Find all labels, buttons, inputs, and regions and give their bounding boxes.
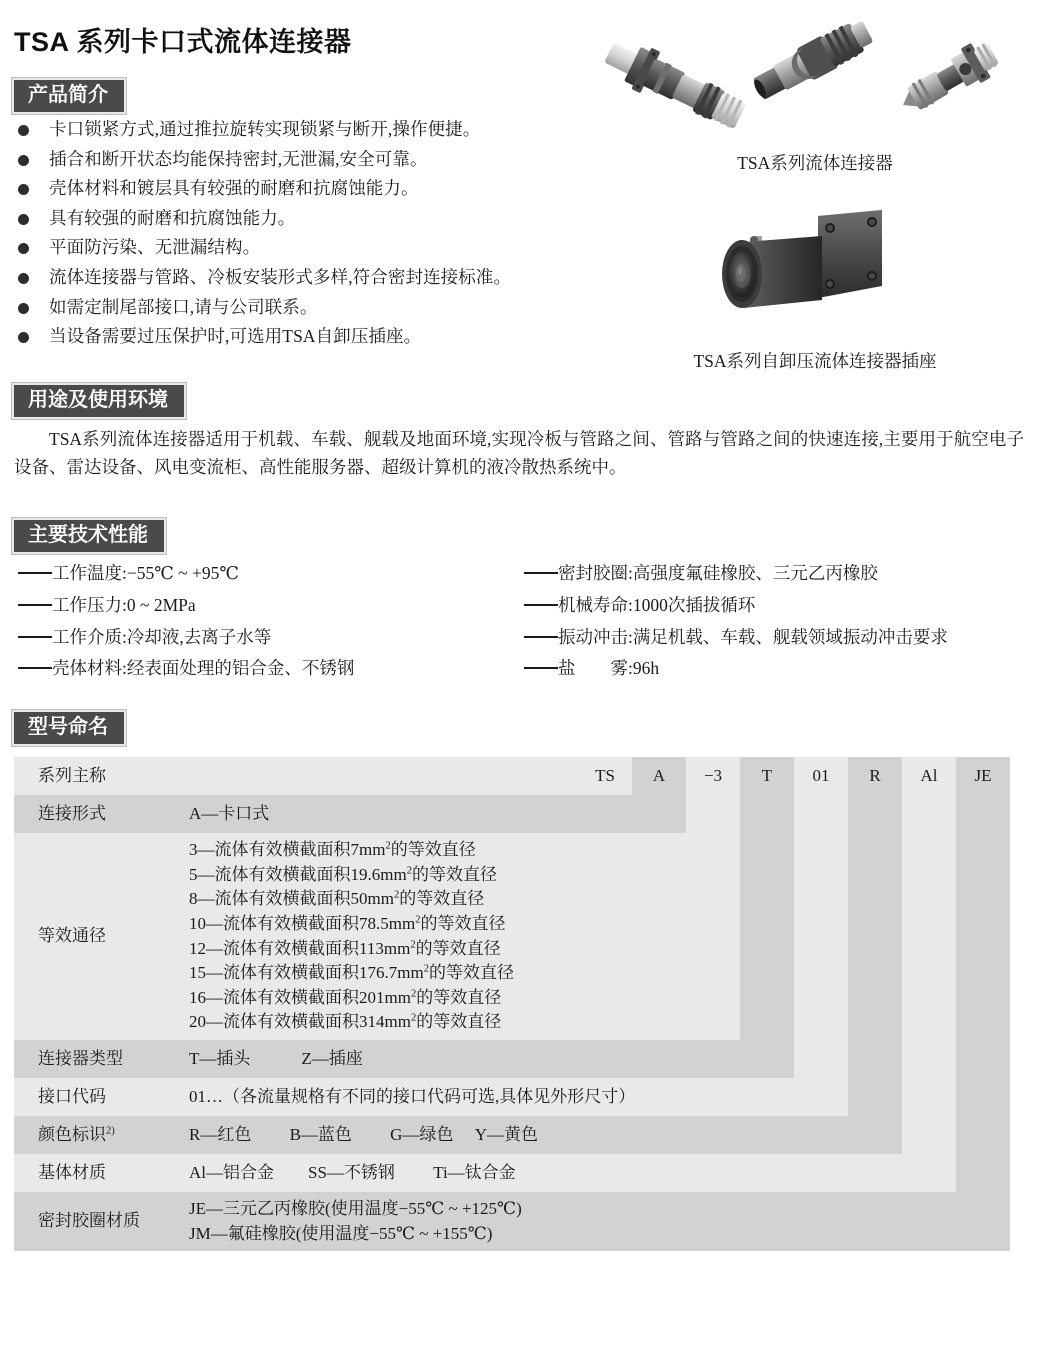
- list-item: [14, 177, 574, 200]
- row-value: 01…（各流量规格有不同的接口代码可选,具体见外形尺寸）: [189, 1086, 636, 1106]
- list-item: [14, 266, 574, 289]
- dash-icon: [524, 572, 558, 574]
- list-item-label: 卡口锁紧方式,通过推拉旋转实现锁紧与断开,操作便捷。: [49, 119, 481, 139]
- intro-bullet-list: [14, 118, 574, 355]
- spec-item-label: 振动冲击:满足机载、车载、舰载领域振动冲击要求: [558, 626, 948, 647]
- row-label: 基体材质: [38, 1162, 106, 1182]
- spec-item: [18, 626, 354, 649]
- model-code-cell: R: [869, 766, 881, 785]
- list-item-label: 具有较强的耐磨和抗腐蚀能力。: [49, 207, 296, 228]
- row-value: JE—三元乙丙橡胶(使用温度−55℃ ~ +125℃) JM—氟硅橡胶(使用温度−55℃ ~ +155℃): [189, 1199, 522, 1243]
- row-label: 连接器类型: [38, 1048, 123, 1068]
- list-item-label: 当设备需要过压保护时,可选用TSA自卸压插座。: [49, 326, 422, 347]
- row-value: A—卡口式: [189, 803, 270, 823]
- row-label: 颜色标识$^{2)}$: [38, 1124, 115, 1144]
- row-label: 连接形式: [38, 803, 106, 823]
- list-item: [14, 118, 574, 141]
- model-code-cell: A: [652, 766, 666, 785]
- spec-item-label: 机械寿命:1000次插拔循环: [558, 594, 756, 615]
- list-item: [14, 207, 574, 230]
- table-row: [14, 833, 1024, 1040]
- product-photo-connectors: [592, 8, 1038, 143]
- bullet-dot-icon: [18, 155, 29, 166]
- model-code-cell: T: [761, 766, 773, 785]
- section-heading-intro: 产品简介: [12, 78, 126, 114]
- spec-list-left: [18, 562, 354, 689]
- section-heading-model: 型号命名: [12, 710, 126, 746]
- list-item: [14, 296, 574, 319]
- dash-icon: [18, 572, 52, 574]
- dash-icon: [18, 667, 52, 669]
- spec-item: [18, 594, 354, 617]
- row-value: T—插头 Z—插座: [189, 1048, 363, 1068]
- spec-item-label: 壳体材料:经表面处理的铝合金、不锈钢: [52, 658, 355, 679]
- list-item-label: 平面防污染、无泄漏结构。: [49, 237, 261, 258]
- section-heading-specs: 主要技术性能: [12, 518, 166, 554]
- bullet-dot-icon: [18, 303, 29, 314]
- bullet-dot-icon: [18, 184, 29, 195]
- table-row: [14, 1192, 1024, 1251]
- bullet-dot-icon: [18, 243, 29, 254]
- spec-item-label: 工作压力:0 ~ 2MPa: [52, 594, 196, 615]
- spec-item-label: 工作温度:−55℃ ~ +95℃: [52, 563, 239, 583]
- photo-caption-receptacle: TSA系列自卸压流体连接器插座: [693, 351, 937, 371]
- model-code-cell: 01: [812, 766, 830, 785]
- dash-icon: [524, 636, 558, 638]
- spec-item-label: 工作介质:冷却液,去离子水等: [52, 626, 272, 647]
- dash-icon: [524, 604, 558, 606]
- row-value: 3—流体有效横截面积$7mm^2$的等效直径 5—流体有效横截面积$19.6mm^2$的等效直径 8—流体有效横截面积$50mm^2$的等效直径 10—流体有效横截面积$78.5mm^2$的等效直径 12—流体有效横截面积$113mm^2$的等效直径 15—流体有效横截面积$176.7mm^2$的等效直径 16—流体有效横截面积$201mm^2$的等效直径 20—流体有效横截面积$314mm^2$的等效直径: [189, 840, 514, 1032]
- list-item-label: 壳体材料和镀层具有较强的耐磨和抗腐蚀能力。: [49, 178, 419, 199]
- bullet-dot-icon: [18, 273, 29, 284]
- bullet-dot-icon: [18, 214, 29, 225]
- spec-item-label: 密封胶圈:高强度氟硅橡胶、三元乙丙橡胶: [558, 563, 878, 583]
- table-row: [14, 795, 1024, 833]
- photo-caption-connectors: TSA系列流体连接器: [737, 153, 893, 173]
- page-title: TSA 系列卡口式流体连接器: [14, 27, 352, 57]
- table-row: [14, 1116, 1024, 1154]
- model-code-cell: −3: [703, 766, 723, 785]
- model-code-cell: JE: [974, 766, 992, 785]
- list-item: [14, 236, 574, 259]
- model-designation-table: [14, 757, 1024, 1251]
- row-label: 等效通径: [38, 926, 106, 946]
- product-photo-receptacle: [700, 196, 946, 338]
- table-row: [14, 757, 1024, 795]
- list-item-label: 流体连接器与管路、冷板安装形式多样,符合密封连接标准。: [49, 266, 512, 287]
- list-item-label: 如需定制尾部接口,请与公司联系。: [49, 296, 318, 317]
- bullet-dot-icon: [18, 125, 29, 136]
- table-row: [14, 1078, 1024, 1116]
- row-label: 接口代码: [38, 1086, 106, 1106]
- list-item-label: 插合和断开状态均能保持密封,无泄漏,安全可靠。: [49, 148, 428, 169]
- table-row: [14, 1154, 1024, 1192]
- dash-icon: [18, 636, 52, 638]
- dash-icon: [18, 604, 52, 606]
- row-label: 系列主称: [38, 765, 106, 785]
- list-item: [14, 148, 574, 171]
- section-heading-usage: 用途及使用环境: [12, 383, 186, 419]
- usage-paragraph: TSA系列流体连接器适用于机载、车载、舰载及地面环境,实现冷板与管路之间、管路与管路之间的快速连接,主要用于航空电子设备、雷达设备、风电变流柜、高性能服务器、超级计算机的液冷散热系统中。: [14, 429, 1024, 478]
- model-code-cell: TS: [595, 766, 615, 785]
- bullet-dot-icon: [18, 332, 29, 343]
- spec-item: [524, 562, 948, 585]
- square-flange-receptacle-illustration: [700, 196, 946, 338]
- three-connector-assemblies-illustration: [592, 8, 1038, 143]
- spec-item: [524, 657, 948, 680]
- dash-icon: [524, 667, 558, 669]
- row-label: 密封胶圈材质: [38, 1211, 140, 1231]
- spec-item: [18, 562, 354, 585]
- spec-item-label: 盐 雾:96h: [558, 658, 660, 679]
- model-code-cell: Al: [920, 766, 938, 785]
- spec-list-right: [524, 562, 948, 689]
- row-value: Al—铝合金 SS—不锈钢 Ti—钛合金: [189, 1162, 516, 1182]
- spec-item: [524, 594, 948, 617]
- row-value: R—红色 B—蓝色 G—绿色 Y—黄色: [189, 1124, 538, 1144]
- spec-item: [18, 657, 354, 680]
- spec-item: [524, 626, 948, 649]
- list-item: [14, 325, 574, 348]
- table-row: [14, 1040, 1024, 1078]
